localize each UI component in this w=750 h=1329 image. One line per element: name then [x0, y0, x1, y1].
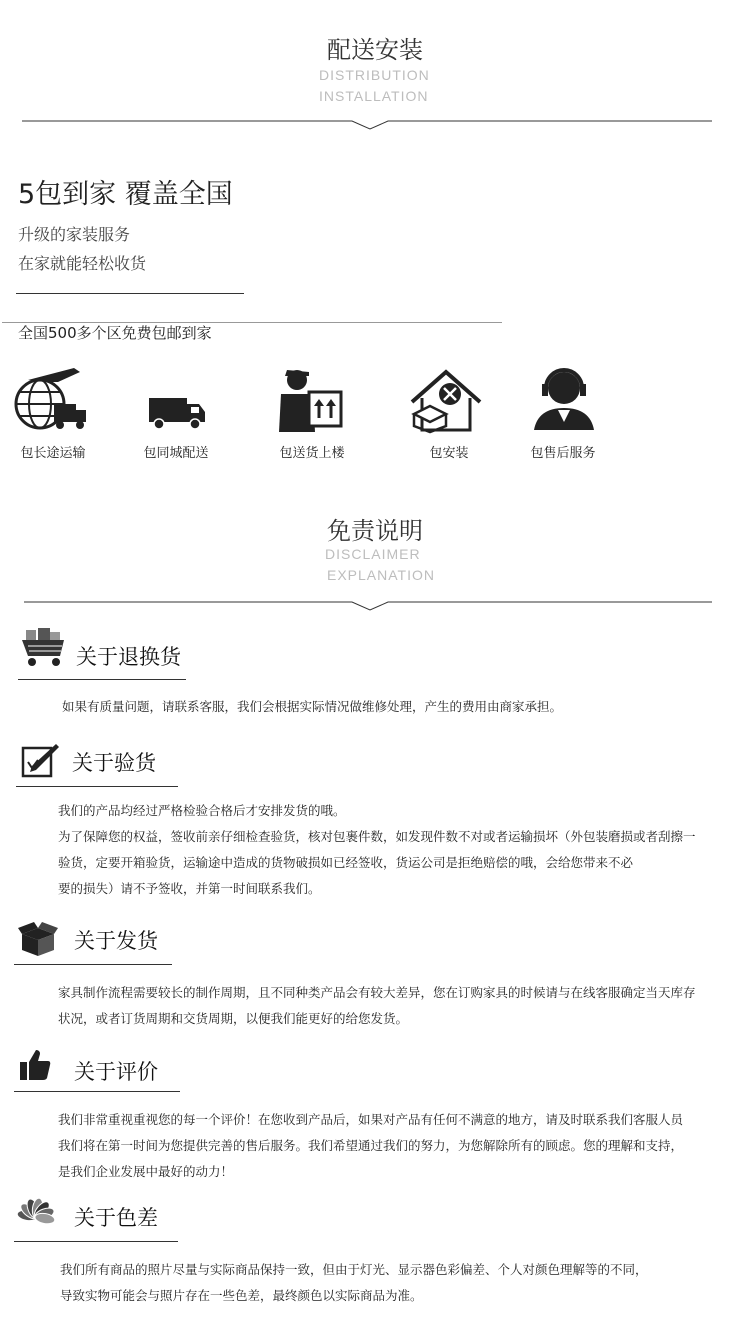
headset-agent-icon — [508, 366, 618, 434]
house-tools-icon — [394, 366, 504, 434]
disclaimer-subtitle-1: DISCLAIMER — [325, 546, 421, 562]
returns-title: 关于退换货 — [76, 645, 181, 669]
hero-line-2: 在家就能轻松收货 — [18, 254, 147, 273]
returns-line-1: 如果有质量问题，请联系客服，我们会根据实际情况做维修处理，产生的费用由商家承担。 — [62, 699, 563, 714]
distribution-title: 配送安装 — [327, 36, 423, 64]
disclaimer-subtitle-2: EXPLANATION — [327, 567, 435, 583]
color-section — [16, 1197, 56, 1233]
service-label: 包安装 — [429, 446, 469, 461]
inspection-line-3: 验货，定要开箱验货，运输途中造成的货物破损如已经签收，货运公司是拒绝赔偿的哦，会给您带来不必 — [58, 855, 634, 870]
color-line-2: 导致实物可能会与照片存在一些色差，最终颜色以实际商品为准。 — [60, 1288, 423, 1303]
edit-check-icon — [20, 742, 60, 780]
disclaimer-title: 免责说明 — [327, 517, 423, 545]
service-label: 包同城配送 — [143, 446, 209, 461]
review-line-3: 是我们企业发展中最好的动力！ — [58, 1164, 234, 1179]
distribution-divider — [22, 115, 712, 131]
review-title: 关于评价 — [74, 1060, 158, 1084]
service-long-distance — [0, 366, 108, 461]
service-label: 包长途运输 — [20, 446, 86, 461]
service-label: 包售后服务 — [530, 446, 596, 461]
service-installation — [394, 366, 504, 461]
delivery-van-icon — [121, 366, 231, 434]
review-line-1: 我们非常重视重视您的每一个评价！在您收到产品后，如果对产品有任何不满意的地方，请及时联系我们客服人员 — [58, 1112, 684, 1127]
courier-package-icon — [257, 366, 367, 434]
inspection-section — [20, 742, 60, 780]
shipping-line-1: 家具制作流程需要较长的制作周期，且不同种类产品会有较大差异，您在订购家具的时候请与在线客服确定当天库存 — [58, 985, 696, 1000]
disclaimer-divider — [24, 596, 712, 612]
distribution-subtitle-2: INSTALLATION — [319, 88, 429, 104]
shipping-section — [18, 922, 58, 958]
coverage-text: 全国500多个区免费包邮到家 — [18, 324, 212, 342]
hero-title: 5包到家 覆盖全国 — [18, 179, 233, 210]
hero-line-1: 升级的家装服务 — [18, 225, 131, 244]
service-city-delivery — [121, 366, 231, 461]
returns-underline — [18, 679, 186, 680]
shipping-underline — [14, 964, 172, 965]
hero-divider — [16, 293, 244, 294]
distribution-subtitle-1: DISTRIBUTION — [319, 67, 430, 83]
inspection-underline — [16, 786, 178, 787]
review-line-2: 我们将在第一时间为您提供完善的售后服务。我们希望通过我们的努力，为您解除所有的顾虑。您的理解和支持， — [58, 1138, 684, 1153]
inspection-title: 关于验货 — [72, 751, 156, 775]
returns-section — [20, 626, 68, 668]
thumbs-up-icon — [18, 1048, 52, 1082]
globe-plane-truck-icon — [0, 366, 108, 434]
review-section — [18, 1048, 52, 1082]
color-line-1: 我们所有商品的照片尽量与实际商品保持一致，但由于灯光、显示器色彩偏差、个人对颜色理解等的不同， — [60, 1262, 648, 1277]
color-underline — [14, 1241, 178, 1242]
review-underline — [14, 1091, 180, 1092]
open-box-icon — [18, 922, 58, 958]
color-title: 关于色差 — [74, 1206, 158, 1230]
inspection-line-4: 要的损失）请不予签收，并第一时间联系我们。 — [58, 881, 321, 896]
inspection-line-1: 我们的产品均经过严格检验合格后才安排发货的哦。 — [58, 803, 346, 818]
inspection-line-2: 为了保障您的权益，签收前亲仔细检查验货，核对包裹件数，如发现件数不对或者运输损坏（外包装磨损或者刮擦一 — [58, 829, 696, 844]
color-petals-icon — [16, 1197, 56, 1233]
shipping-title: 关于发货 — [74, 929, 158, 953]
shipping-line-2: 状况，或者订货周期和交货周期，以便我们能更好的给您发货。 — [58, 1011, 409, 1026]
shopping-cart-icon — [20, 626, 68, 668]
service-upstairs — [257, 366, 367, 461]
service-after-sales — [508, 366, 618, 461]
service-label: 包送货上楼 — [279, 446, 345, 461]
